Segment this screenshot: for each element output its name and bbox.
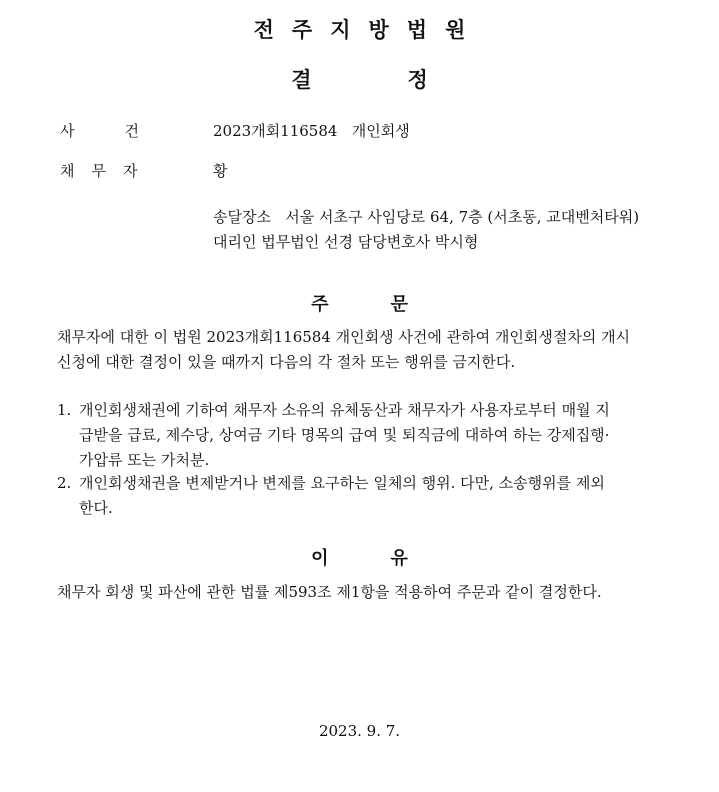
order-item-2-line-2: 한다. bbox=[79, 499, 113, 517]
reason-heading: 이유 bbox=[311, 548, 470, 569]
order-intro-line-1: 채무자에 대한 이 법원 2023개회116584 개인회생 사건에 관하여 개인회생절차의 개시 bbox=[57, 328, 631, 346]
debtor-label: 채무자 bbox=[60, 162, 155, 180]
service-address: 송달장소 서울 서초구 사임당로 64, 7층 (서초동, 교대벤처타워) bbox=[213, 208, 640, 226]
case-value: 2023개회116584 개인회생 bbox=[213, 122, 410, 140]
agent-line: 대리인 법무법인 선경 담당변호사 박시형 bbox=[213, 233, 479, 251]
order-item-2-number: 2. bbox=[57, 474, 72, 492]
order-item-1-number: 1. bbox=[57, 401, 72, 419]
debtor-value: 황 bbox=[213, 162, 228, 180]
decision-date: 2023. 9. 7. bbox=[318, 722, 401, 740]
order-item-2-line-1: 개인회생채권을 변제받거나 변제를 요구하는 일체의 행위. 다만, 소송행위를 제외 bbox=[79, 474, 605, 492]
court-name: 전주지방법원 bbox=[253, 18, 484, 42]
order-item-1-line-3: 가압류 또는 가처분. bbox=[79, 451, 210, 469]
order-item-1-line-2: 급받을 급료, 제수당, 상여금 기타 명목의 급여 및 퇴직금에 대하여 하는 강제집행· bbox=[79, 426, 610, 444]
order-item-1-line-1: 개인회생채권에 기하여 채무자 소유의 유체동산과 채무자가 사용자로부터 매월 지 bbox=[79, 401, 610, 419]
order-heading: 주문 bbox=[311, 294, 470, 315]
order-intro-line-2: 신청에 대한 결정이 있을 때까지 다음의 각 절차 또는 행위를 금지한다. bbox=[57, 353, 516, 371]
reason-text: 채무자 회생 및 파산에 관한 법률 제593조 제1항을 적용하여 주문과 같이 결정한다. bbox=[57, 583, 602, 601]
document-type-title: 결정 bbox=[291, 68, 524, 92]
case-label: 사건 bbox=[60, 122, 189, 140]
